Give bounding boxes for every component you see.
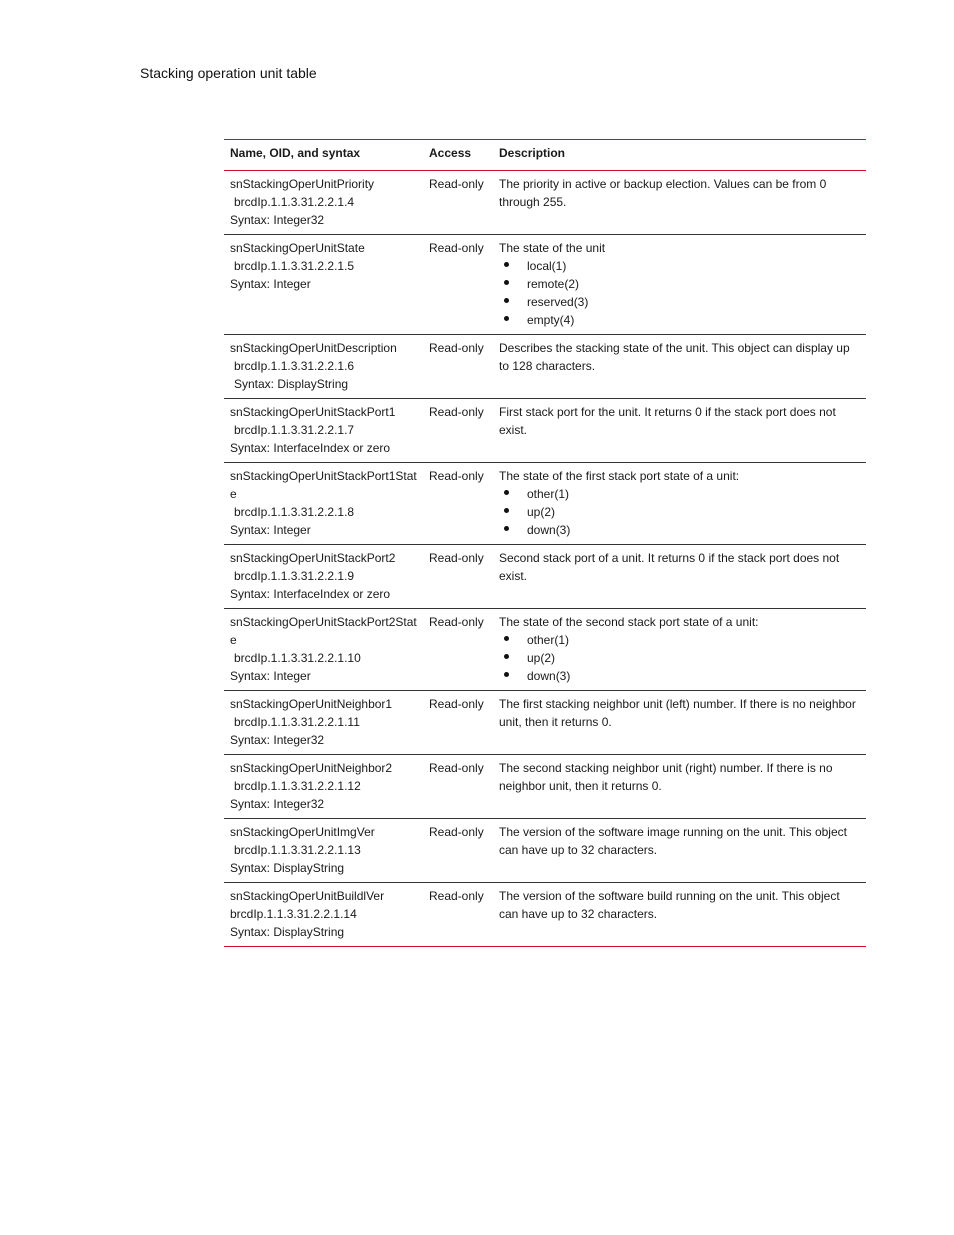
object-name: snStackingOperUnitState <box>230 241 365 255</box>
value-list <box>499 257 860 329</box>
table-row <box>224 399 866 463</box>
list-item: other(1) <box>499 485 860 503</box>
list-item: up(2) <box>499 503 860 521</box>
object-syntax: Syntax: Integer <box>230 277 311 291</box>
description-cell <box>493 755 866 819</box>
access-cell: Read-only <box>423 691 493 755</box>
object-name: snStackingOperUnitStackPort2State <box>230 615 417 647</box>
list-item: other(1) <box>499 631 860 649</box>
object-oid: brcdIp.1.1.3.31.2.2.1.5 <box>234 259 355 273</box>
description-text: The state of the unit <box>499 241 606 255</box>
list-item: reserved(3) <box>499 293 860 311</box>
description-cell <box>493 609 866 691</box>
value-list <box>499 631 860 685</box>
description-text: The version of the software build running on the unit. This object can have up to 32 characters. <box>499 889 840 921</box>
access-cell: Read-only <box>423 609 493 691</box>
object-cell <box>224 171 423 235</box>
object-oid: brcdIp.1.1.3.31.2.2.1.10 <box>234 651 361 665</box>
access-cell: Read-only <box>423 463 493 545</box>
column-header-access: Access <box>423 140 493 171</box>
object-oid: brcdIp.1.1.3.31.2.2.1.12 <box>234 779 361 793</box>
description-text: The second stacking neighbor unit (right) number. If there is no neighbor unit, then it returns 0. <box>499 761 833 793</box>
description-cell <box>493 463 866 545</box>
object-cell <box>224 335 423 399</box>
description-cell <box>493 883 866 947</box>
object-oid: brcdIp.1.1.3.31.2.2.1.13 <box>234 843 361 857</box>
list-item: empty(4) <box>499 311 860 329</box>
object-cell <box>224 819 423 883</box>
description-cell <box>493 399 866 463</box>
object-oid: brcdIp.1.1.3.31.2.2.1.8 <box>234 505 355 519</box>
list-item: down(3) <box>499 521 860 539</box>
list-item: local(1) <box>499 257 860 275</box>
object-name: snStackingOperUnitStackPort2 <box>230 551 396 565</box>
object-syntax: Syntax: InterfaceIndex or zero <box>230 441 391 455</box>
description-text: Describes the stacking state of the unit. This object can display up to 128 characters. <box>499 341 850 373</box>
table-row <box>224 235 866 335</box>
description-cell <box>493 335 866 399</box>
table-row <box>224 171 866 235</box>
object-name: snStackingOperUnitPriority <box>230 177 375 191</box>
stacking-oper-unit-table <box>224 139 866 947</box>
object-syntax: Syntax: DisplayString <box>230 861 345 875</box>
access-cell: Read-only <box>423 755 493 819</box>
access-cell: Read-only <box>423 819 493 883</box>
access-cell: Read-only <box>423 235 493 335</box>
object-syntax: Syntax: Integer32 <box>230 797 325 811</box>
description-text: Second stack port of a unit. It returns 0 if the stack port does not exist. <box>499 551 840 583</box>
column-header-name: Name, OID, and syntax <box>224 140 423 171</box>
access-cell: Read-only <box>423 545 493 609</box>
object-oid: brcdIp.1.1.3.31.2.2.1.11 <box>234 715 360 729</box>
table-row <box>224 463 866 545</box>
list-item: remote(2) <box>499 275 860 293</box>
object-syntax: Syntax: DisplayString <box>230 925 345 939</box>
object-oid: brcdIp.1.1.3.31.2.2.1.9 <box>234 569 355 583</box>
table-row <box>224 335 866 399</box>
description-cell <box>493 819 866 883</box>
object-name: snStackingOperUnitNeighbor2 <box>230 761 393 775</box>
object-syntax: Syntax: Integer <box>230 523 311 537</box>
description-text: First stack port for the unit. It returns 0 if the stack port does not exist. <box>499 405 836 437</box>
description-cell <box>493 545 866 609</box>
page-header-title: Stacking operation unit table <box>140 65 317 81</box>
object-syntax: Syntax: InterfaceIndex or zero <box>230 587 391 601</box>
object-name: snStackingOperUnitStackPort1State <box>230 469 417 501</box>
object-cell <box>224 691 423 755</box>
list-item: up(2) <box>499 649 860 667</box>
object-syntax: Syntax: Integer32 <box>230 213 325 227</box>
table-row <box>224 819 866 883</box>
access-cell: Read-only <box>429 889 484 903</box>
description-cell <box>493 235 866 335</box>
object-cell <box>224 463 423 545</box>
object-name: snStackingOperUnitDescription <box>230 341 397 355</box>
object-oid: brcdIp.1.1.3.31.2.2.1.14 <box>230 907 357 921</box>
object-oid: brcdIp.1.1.3.31.2.2.1.4 <box>234 195 355 209</box>
object-cell <box>224 883 423 947</box>
table-row <box>224 755 866 819</box>
description-text: The state of the second stack port state of a unit: <box>499 615 759 629</box>
object-name: snStackingOperUnitBuildlVer <box>230 889 385 903</box>
access-cell: Read-only <box>423 399 493 463</box>
object-syntax: Syntax: Integer32 <box>230 733 325 747</box>
object-cell <box>224 545 423 609</box>
object-name: snStackingOperUnitNeighbor1 <box>230 697 393 711</box>
description-text: The first stacking neighbor unit (left) number. If there is no neighbor unit, then it returns 0. <box>499 697 856 729</box>
description-text: The version of the software image running on the unit. This object can have up to 32 characters. <box>499 825 847 857</box>
object-name: snStackingOperUnitStackPort1 <box>230 405 396 419</box>
table-row <box>224 609 866 691</box>
table-row <box>224 691 866 755</box>
object-syntax: Syntax: Integer <box>230 669 311 683</box>
table-header-row <box>224 140 866 171</box>
description-text: The state of the first stack port state of a unit: <box>499 469 740 483</box>
access-cell: Read-only <box>423 171 493 235</box>
access-cell: Read-only <box>423 335 493 399</box>
description-cell <box>493 691 866 755</box>
description-cell <box>493 171 866 235</box>
table-row <box>224 883 866 947</box>
value-list <box>499 485 860 539</box>
object-cell <box>224 235 423 335</box>
list-item: down(3) <box>499 667 860 685</box>
object-cell <box>224 755 423 819</box>
table-row <box>224 545 866 609</box>
description-text: The priority in active or backup election. Values can be from 0 through 255. <box>499 177 827 209</box>
object-oid: brcdIp.1.1.3.31.2.2.1.7 <box>234 423 355 437</box>
object-cell <box>224 609 423 691</box>
object-name: snStackingOperUnitImgVer <box>230 825 375 839</box>
column-header-description: Description <box>493 140 866 171</box>
object-cell <box>224 399 423 463</box>
object-syntax: Syntax: DisplayString <box>234 377 349 391</box>
object-oid: brcdIp.1.1.3.31.2.2.1.6 <box>234 359 355 373</box>
